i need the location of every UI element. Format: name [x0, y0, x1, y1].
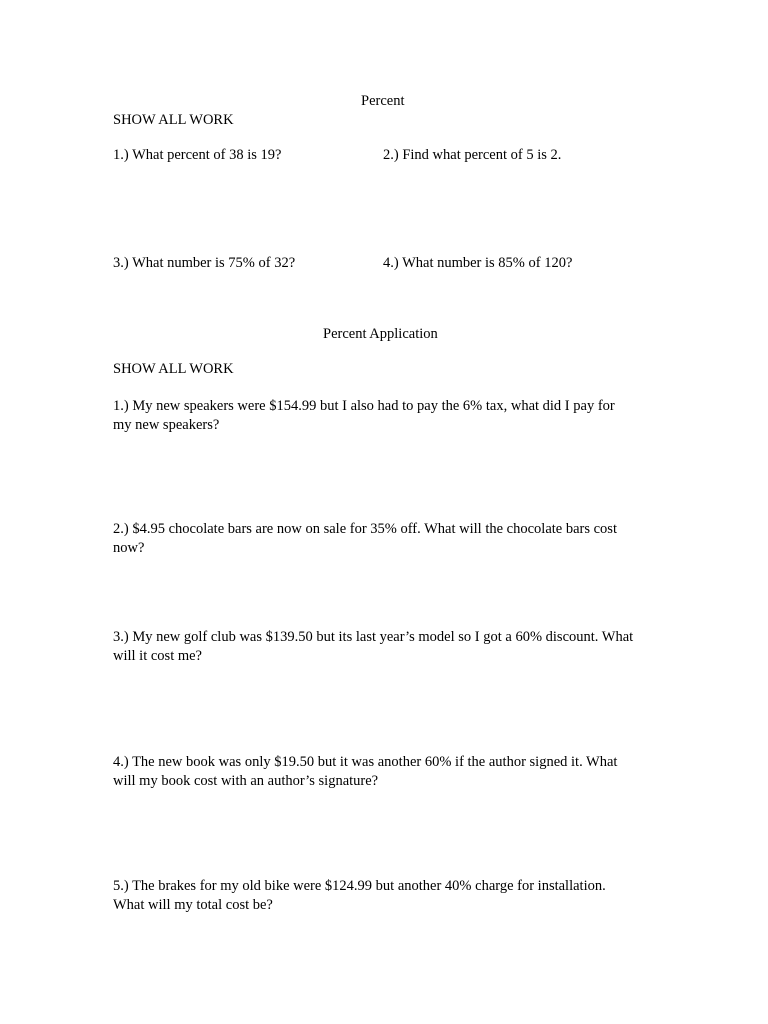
problem-line: 4.) The new book was only $19.50 but it was another 60% if the author signed it. What: [113, 754, 618, 770]
problem-line: my new speakers?: [113, 417, 220, 433]
problem-line: now?: [113, 540, 145, 556]
application-problem-5: [113, 877, 606, 915]
problem-line: What will my total cost be?: [113, 897, 273, 913]
problem-4: 4.) What number is 85% of 120?: [383, 255, 573, 271]
show-all-work-instruction: SHOW ALL WORK: [113, 112, 234, 128]
application-problem-3: [113, 628, 633, 666]
section-title-percent-application: Percent Application: [323, 326, 438, 342]
application-problem-4: [113, 753, 617, 791]
problem-line: 2.) $4.95 chocolate bars are now on sale for 35% off. What will the chocolate bars cost: [113, 521, 617, 537]
problem-line: will my book cost with an author’s signature?: [113, 773, 379, 789]
problem-line: 3.) My new golf club was $139.50 but its last year’s model so I got a 60% discount. What: [113, 629, 634, 645]
problem-2: 2.) Find what percent of 5 is 2.: [383, 147, 562, 163]
problem-1: 1.) What percent of 38 is 19?: [113, 147, 282, 163]
application-problem-2: [113, 520, 617, 558]
problem-line: 5.) The brakes for my old bike were $124.99 but another 40% charge for installation.: [113, 878, 606, 894]
application-problem-1: [113, 397, 615, 435]
problem-line: 1.) My new speakers were $154.99 but I also had to pay the 6% tax, what did I pay for: [113, 398, 615, 414]
section-title-percent: Percent: [361, 93, 405, 109]
problem-line: will it cost me?: [113, 648, 202, 664]
problem-3: 3.) What number is 75% of 32?: [113, 255, 296, 271]
show-all-work-instruction-2: SHOW ALL WORK: [113, 361, 234, 377]
